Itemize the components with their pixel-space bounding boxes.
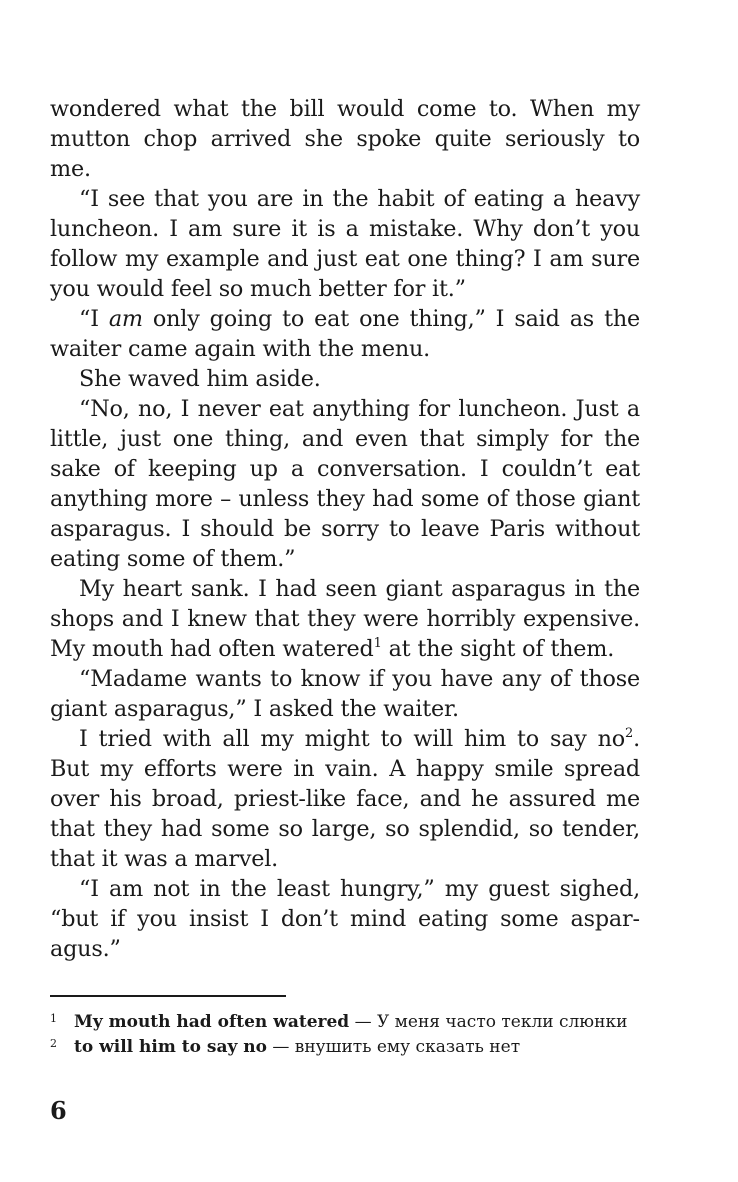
footnote	[50, 1010, 640, 1035]
paragraph-text: only going to eat one thing,” I said as the waiter came again with the menu.	[50, 306, 640, 362]
footnote-translation: — внушить ему сказать нет	[266, 1037, 521, 1057]
paragraph-text: “I	[79, 306, 109, 332]
paragraph-text: . But my efforts were in vain. A happy smile spread over his broad, priest-like face, and he assured me that they had some so large, so splendid, so tender, that it was a marvel.	[50, 726, 640, 872]
paragraph: “Madame wants to know if you have any of those giant asparagus,” I asked the waiter.	[50, 666, 640, 722]
footnote-term: to will him to say no	[74, 1037, 267, 1057]
paragraph: “I see that you are in the habit of eating a heavy luncheon. I am sure it is a mistake. Why don’t you follow my example and just eat one thing? I am sure you would feel so much better for it.”	[50, 186, 640, 302]
paragraph	[50, 724, 640, 874]
paragraph-text: My heart sank. I had seen giant asparagus in the shops and I knew that they were horribly expensive. My mouth had often watered	[50, 576, 640, 662]
footnote-term: My mouth had often watered	[74, 1012, 350, 1032]
paragraph: wondered what the bill would come to. When my mutton chop arrived she spoke quite seriously to me.	[50, 96, 640, 182]
paragraph-text: at the sight of them.	[381, 636, 615, 662]
footnote-ref: 2	[625, 725, 634, 741]
footnote-divider	[50, 995, 286, 997]
paragraph: She waved him aside.	[79, 366, 321, 392]
body-text	[50, 94, 640, 964]
paragraph-text: I tried with all my might to will him to say no	[79, 726, 626, 752]
paragraph	[50, 574, 640, 664]
footnote-ref: 1	[373, 635, 382, 651]
footnotes	[50, 1010, 640, 1060]
emphasis-text: am	[108, 306, 143, 332]
paragraph: “I am not in the least hungry,” my guest sighed, “but if you insist I don’t mind eating some asparagus.”	[50, 876, 640, 962]
footnote	[50, 1035, 640, 1060]
footnote-number: 2	[50, 1037, 57, 1050]
footnote-number: 1	[50, 1012, 57, 1025]
footnote-translation: — У меня часто текли слюнки	[349, 1012, 628, 1032]
paragraph	[50, 304, 640, 364]
page-number: 6	[50, 1096, 67, 1125]
paragraph: “No, no, I never eat anything for luncheon. Just a little, just one thing, and even that simply for the sake of keeping up a conversation. I couldn’t eat anything more – unless they had some of those giant asparagus. I should be sorry to leave Paris without eating some of them.”	[50, 396, 640, 572]
